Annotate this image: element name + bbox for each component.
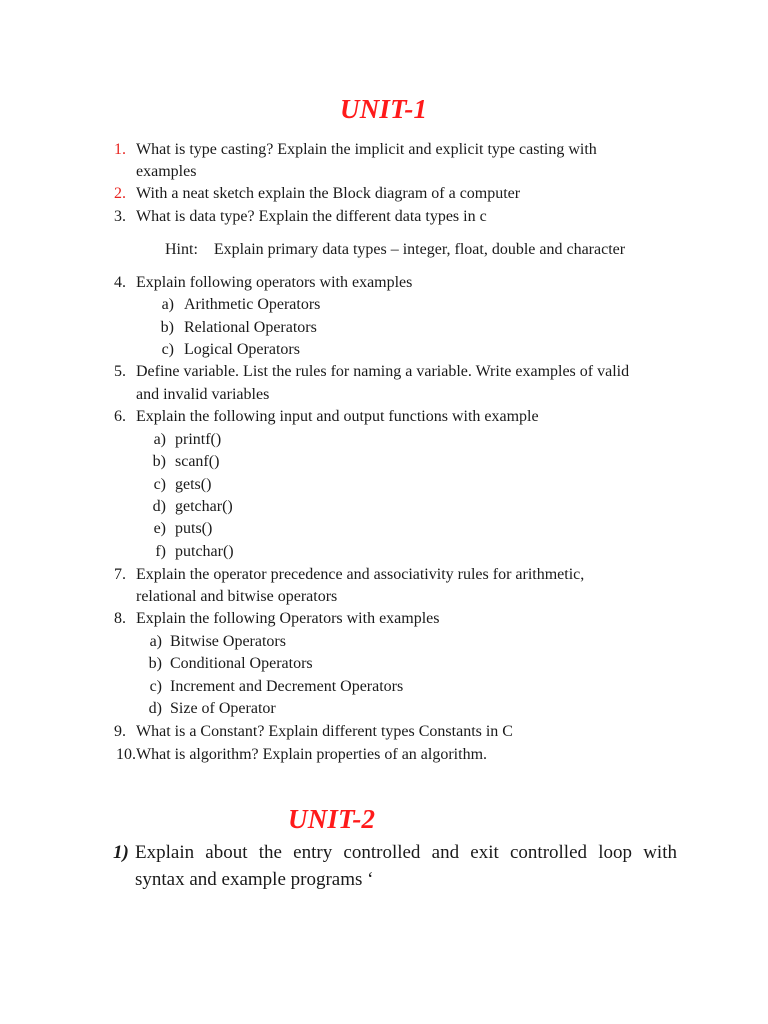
question-text: and invalid variables	[136, 386, 270, 403]
question-text: What is a Constant? Explain different types Constants in C	[136, 723, 513, 740]
question-text: What is type casting? Explain the implicit and explicit type casting with	[136, 141, 597, 158]
sub-item-text: Conditional Operators	[170, 655, 313, 672]
sub-item-letter: b)	[148, 655, 162, 672]
sub-item-text: Increment and Decrement Operators	[170, 678, 404, 695]
question-text: What is data type? Explain the different data types in c	[136, 208, 487, 225]
sub-item-letter: d)	[148, 700, 162, 717]
sub-item-text: Relational Operators	[184, 319, 317, 336]
sub-item-text: scanf()	[175, 453, 220, 470]
question-text: Explain following operators with examples	[136, 274, 413, 291]
hint-label: Hint:	[165, 241, 198, 258]
question-number: 1.	[114, 141, 126, 158]
question-text: Explain the following Operators with examples	[136, 610, 440, 627]
sub-item-letter: c)	[149, 678, 162, 695]
question-text: What is algorithm? Explain properties of an algorithm.	[136, 746, 488, 763]
question-number: 7.	[114, 566, 126, 583]
hint-line	[165, 242, 625, 258]
sub-item-text: Bitwise Operators	[170, 633, 286, 650]
question-number: 3.	[114, 208, 126, 225]
question-number: 1)	[113, 842, 129, 863]
unit-1-heading: UNIT-1	[340, 94, 428, 124]
question-text: syntax and example programs ‘	[135, 869, 374, 890]
unit-2-question-1	[113, 839, 677, 893]
hint-text: Explain primary data types – integer, float, double and character	[213, 241, 626, 258]
question-number: 8.	[114, 610, 126, 627]
sub-item-letter: b)	[160, 319, 174, 336]
sub-item-letter: d)	[152, 498, 166, 515]
question-text: With a neat sketch explain the Block diagram of a computer	[136, 185, 521, 202]
question-text-block	[113, 839, 677, 893]
question-number: 6.	[114, 408, 126, 425]
question-text: examples	[136, 163, 197, 180]
question-text: Define variable. List the rules for naming a variable. Write examples of valid	[136, 363, 630, 380]
question-text: Explain about the entry controlled and exit controlled loop with	[135, 842, 677, 863]
sub-item-text: Logical Operators	[184, 341, 300, 358]
sub-item-text: Size of Operator	[170, 700, 276, 717]
sub-item-letter: c)	[161, 341, 174, 358]
sub-item-letter: c)	[153, 476, 166, 493]
sub-item-letter: e)	[153, 520, 166, 537]
sub-item-text: Arithmetic Operators	[184, 296, 321, 313]
question-number: 2.	[114, 185, 126, 202]
sub-item-text: putchar()	[175, 543, 234, 560]
unit-2-heading: UNIT-2	[288, 804, 376, 834]
sub-item-letter: f)	[155, 543, 166, 560]
sub-item-letter: a)	[153, 431, 166, 448]
sub-item-letter: b)	[152, 453, 166, 470]
question-number: 9.	[114, 723, 126, 740]
sub-item-text: gets()	[175, 476, 212, 493]
sub-item-letter: a)	[161, 296, 174, 313]
question-text: Explain the operator precedence and associativity rules for arithmetic,	[136, 566, 585, 583]
question-text: Explain the following input and output functions with example	[136, 408, 539, 425]
sub-item-text: getchar()	[175, 498, 233, 515]
sub-item-text: printf()	[175, 431, 222, 448]
question-text: relational and bitwise operators	[136, 588, 338, 605]
question-number: 10.	[116, 746, 136, 763]
question-number: 5.	[114, 363, 126, 380]
sub-item-text: puts()	[175, 520, 213, 537]
question-number: 4.	[114, 274, 126, 291]
sub-item-letter: a)	[149, 633, 162, 650]
